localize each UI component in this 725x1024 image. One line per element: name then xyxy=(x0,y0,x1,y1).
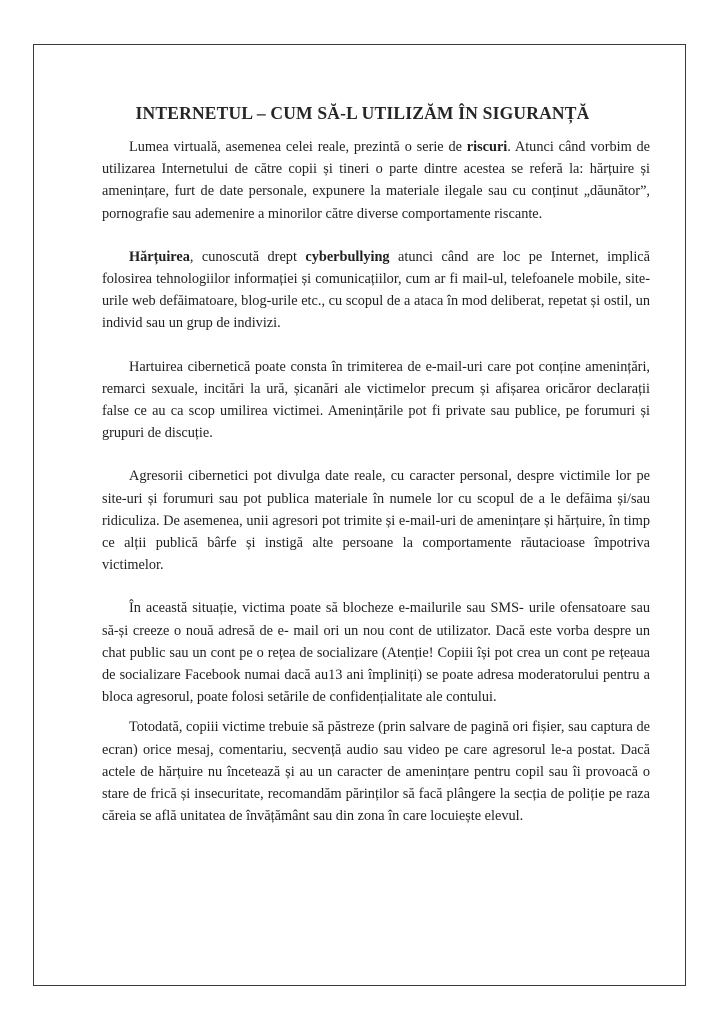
paragraph-cyber-harassment: Hartuirea cibernetică poate consta în trimiterea de e-mail-uri care pot conține amenințări, remarci sexuale, incitări la ură, șicanări ale victimelor precum și afișarea oricăror declarații false ce au ca scop umilirea victimei. Amenințările pot fi private sau publice, pe forumuri și grupuri de discuție. xyxy=(102,358,650,442)
risks-keyword: riscuri xyxy=(466,139,508,155)
paragraph-risks-rest: . Atunci când vorbim de utilizarea Internetului de către copii și tineri o parte dintre acestea se referă la: hărțuire și amenințare, furt de date personale, expunere la materiale ilegale sau cu conținut „dăunător”, pornografie sau ademenire a minorilor către diverse comportamente riscante. xyxy=(102,139,650,222)
harassment-keyword: Hărțuirea xyxy=(129,248,190,265)
document-body xyxy=(102,136,650,827)
harassment-text-a: , cunoscută drept xyxy=(189,248,306,265)
document-title: INTERNETUL – CUM SĂ-L UTILIZĂM ÎN SIGURANȚĂ xyxy=(135,103,590,123)
paragraph-victim-actions: În această situație, victima poate să blocheze e-mailurile sau SMS- urile ofensatoare sau să-și creeze o nouă adresă de e- mail ori un nou cont de utilizator. Dacă este vorba despre un chat public sau un cont pe o rețea de socializare (Atenție! Copiii își pot crea un cont pe rețeaua de socializare Facebook numai dacă au13 ani împliniți) se poate adresa moderatorului pentru a bloca agresorul, poate folosi setările de confidențialitate ale contului. xyxy=(102,600,650,706)
paragraph-harassment-definition xyxy=(102,246,650,335)
paragraph-risks xyxy=(102,136,650,225)
harassment-text-b: atunci când are loc pe Internet, implică folosirea tehnologiilor informației și comunicațiilor, cum ar fi mail-ul, telefoanele mobile, site-urile web defăimatoare, blog-urile etc., cu scopul de a ataca în mod deliberat, repetat și ostil, un individ sau un grup de indivizi. xyxy=(102,248,650,332)
cyberbullying-keyword: cyberbullying xyxy=(305,248,390,265)
paragraph-cyber-aggressors: Agresorii cibernetici pot divulga date reale, cu caracter personal, despre victimile lor pe site-uri și forumuri sau pot publica materiale în numele lor cu scopul de a le defăima și/sau ridiculiza. De asemenea, unii agresori pot trimite și e-mail-uri de amenințare și hărțuire, în timp ce alții publică bârfe și instigă alte persoane la comportamente răutacioase împotriva victimelor. xyxy=(102,468,650,574)
paragraph-risks-intro: Lumea virtuală, asemenea celei reale, prezintă o serie de xyxy=(129,139,467,155)
paragraph-evidence-and-police: Totodată, copiii victime trebuie să păstreze (prin salvare de pagină ori fișier, sau captura de ecran) orice mesaj, comentariu, secvență audio sau video pe care agresorul le-a postat. Dacă actele de hărțuire nu încetează și au un caracter de amenințare pentru copil sau îi provoacă o stare de frică și insecuritate, recomandăm părinților să facă plângere la secția de poliție pe raza căreia se află unitatea de învățământ sau din zona în care locuiește elevul. xyxy=(102,719,650,825)
